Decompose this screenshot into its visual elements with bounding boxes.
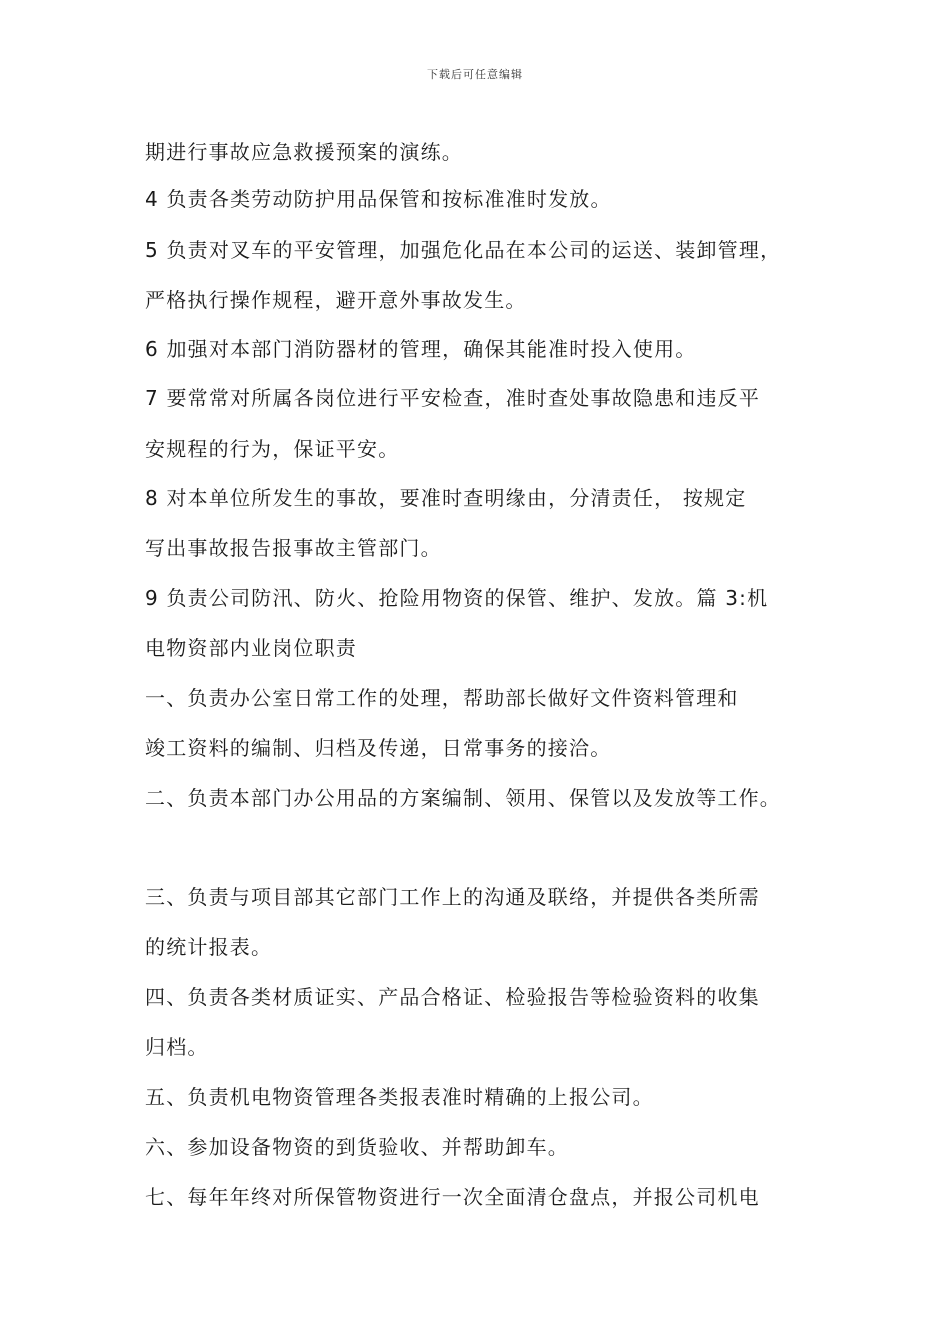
- text-line: 五、负责机电物资管理各类报表准时精确的上报公司。: [145, 1085, 654, 1109]
- text-line: 严格执行操作规程，避开意外事故发生。: [145, 288, 527, 312]
- text-line: 二、负责本部门办公用品的方案编制、领用、保管以及发放等工作。: [145, 786, 781, 810]
- text-line: 写出事故报告报事故主管部门。: [145, 536, 442, 560]
- text-line: 七、每年年终对所保管物资进行一次全面清仓盘点，并报公司机电: [145, 1185, 760, 1209]
- text-line: 归档。: [145, 1035, 209, 1059]
- page-header: 下载后可任意编辑: [427, 68, 523, 81]
- text-line: 六、参加设备物资的到货验收、并帮助卸车。: [145, 1135, 569, 1159]
- text-line: 5 负责对叉车的平安管理，加强危化品在本公司的运送、装卸管理，: [145, 238, 782, 262]
- text-line: 4 负责各类劳动防护用品保管和按标准准时发放。: [145, 187, 612, 211]
- text-line: 6 加强对本部门消防器材的管理，确保其能准时投入使用。: [145, 337, 697, 361]
- text-line: 的统计报表。: [145, 935, 273, 959]
- text-line: 7 要常常对所属各岗位进行平安检查，准时查处事故隐患和违反平: [145, 386, 761, 410]
- text-line: 三、负责与项目部其它部门工作上的沟通及联络，并提供各类所需: [145, 885, 760, 909]
- text-line: 期进行事故应急救援预案的演练。: [145, 140, 463, 164]
- text-line: 9 负责公司防汛、防火、抢险用物资的保管、维护、发放。篇 3:机: [145, 586, 769, 610]
- text-line: 竣工资料的编制、归档及传递，日常事务的接洽。: [145, 736, 612, 760]
- text-line: 电物资部内业岗位职责: [145, 636, 357, 660]
- text-line: 安规程的行为，保证平安。: [145, 437, 400, 461]
- text-line: 一、负责办公室日常工作的处理，帮助部长做好文件资料管理和: [145, 686, 739, 710]
- text-line: 四、负责各类材质证实、产品合格证、检验报告等检验资料的收集: [145, 985, 760, 1009]
- text-line: 8 对本单位所发生的事故，要准时查明缘由，分清责任， 按规定: [145, 486, 747, 510]
